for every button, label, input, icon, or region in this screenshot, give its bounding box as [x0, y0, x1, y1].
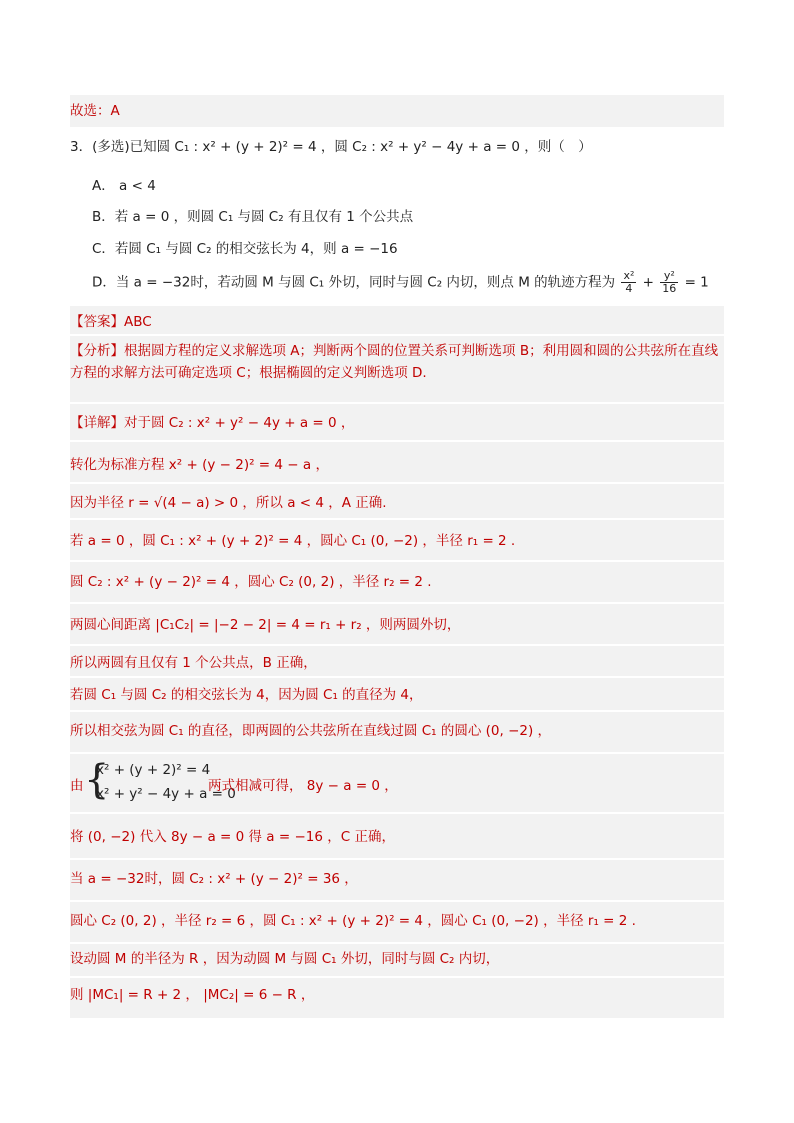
option-d-text: D．当 a = −32时，若动圆 M 与圆 C₁ 外切，同时与圆 C₂ 内切，则点 M 的轨迹方程为	[92, 274, 616, 291]
detail-line-1: 转化为标准方程 x² + (y − 2)² = 4 − a ，	[70, 457, 329, 473]
equals-one: = 1	[684, 274, 709, 291]
row-divider	[70, 942, 724, 944]
row-divider	[70, 440, 724, 442]
question-3: 3．(多选)已知圆 C₁ : x² + (y + 2)² = 4 ，圆 C₂ : x² + y² − 4y + a = 0 ，则（ ）	[70, 139, 592, 155]
plus-sign: +	[642, 274, 654, 291]
row-divider	[70, 560, 724, 562]
fraction-denominator: 4	[625, 282, 633, 295]
detail-text: 对于圆 C₂ : x² + y² − 4y + a = 0 ，	[124, 415, 355, 431]
answer-tag: 【答案】	[70, 314, 124, 330]
row-divider	[70, 602, 724, 604]
detail-tag: 【详解】	[70, 415, 124, 431]
detail-line	[70, 414, 724, 432]
row-divider	[70, 900, 724, 902]
detail-line-12: 设动圆 M 的半径为 R ，因为动圆 M 与圆 C₁ 外切，同时与圆 C₂ 内切，	[70, 951, 500, 967]
row-divider	[70, 812, 724, 814]
row-divider	[70, 518, 724, 520]
row-divider	[70, 858, 724, 860]
option-b: B．若 a = 0 ，则圆 C₁ 与圆 C₂ 有且仅有 1 个公共点	[92, 209, 414, 225]
row-divider	[70, 334, 724, 336]
answer-line	[70, 313, 724, 331]
fraction-numerator: y²	[660, 270, 678, 283]
analysis-text: 根据圆方程的定义求解选项 A；判断两个圆的位置关系可判断选项 B；利用圆和圆的公共弦所在直线方程的求解方法可确定选项 C；根据椭圆的定义判断选项 D.	[70, 343, 719, 381]
answer-value: ABC	[124, 314, 152, 330]
detail-line-9: 将 (0, −2) 代入 8y − a = 0 得 a = −16 ，C 正确，	[70, 829, 395, 845]
row-divider	[70, 402, 724, 404]
system-result: 两式相减可得， 8y − a = 0 ，	[208, 778, 398, 794]
system-equation-1: x² + (y + 2)² = 4	[96, 762, 211, 778]
equation-system	[70, 756, 724, 808]
brace-icon: {	[84, 757, 110, 803]
detail-line-8: 所以相交弦为圆 C₁ 的直径，即两圆的公共弦所在直线过圆 C₁ 的圆心 (0, −2) ，	[70, 723, 552, 739]
row-divider	[70, 482, 724, 484]
detail-line-10: 当 a = −32时，圆 C₂ : x² + (y − 2)² = 36 ，	[70, 871, 358, 887]
detail-line-3: 若 a = 0 ，圆 C₁ : x² + (y + 2)² = 4 ，圆心 C₁ (0, −2) ，半径 r₁ = 2 .	[70, 533, 516, 549]
system-equation-2: x² + y² − 4y + a = 0	[96, 786, 236, 802]
detail-line-7: 若圆 C₁ 与圆 C₂ 的相交弦长为 4，因为圆 C₁ 的直径为 4，	[70, 687, 423, 703]
fraction-y	[660, 270, 678, 295]
system-lead: 由	[70, 778, 84, 794]
detail-line-4: 圆 C₂ : x² + (y − 2)² = 4 ，圆心 C₂ (0, 2) ，半径 r₂ = 2 .	[70, 574, 432, 590]
option-a: A． a < 4	[92, 178, 156, 194]
detail-line-13: 则 |MC₁| = R + 2 ， |MC₂| = 6 − R ，	[70, 987, 315, 1003]
fraction-denominator: 16	[662, 282, 677, 295]
conclusion-line: 故选：A	[70, 103, 120, 119]
detail-line-5: 两圆心间距离 |C₁C₂| = |−2 − 2| = 4 = r₁ + r₂ ，则两圆外切，	[70, 617, 461, 633]
row-divider	[70, 976, 724, 978]
row-divider	[70, 676, 724, 678]
analysis-tag: 【分析】	[70, 343, 124, 359]
option-c: C．若圆 C₁ 与圆 C₂ 的相交弦长为 4，则 a = −16	[92, 241, 398, 257]
analysis-block	[70, 340, 724, 384]
detail-line-2: 因为半径 r = √(4 − a) > 0 ，所以 a < 4 ，A 正确.	[70, 495, 387, 511]
fraction-x	[621, 270, 636, 295]
row-divider	[70, 710, 724, 712]
option-d	[92, 270, 712, 295]
detail-line-6: 所以两圆有且仅有 1 个公共点，B 正确，	[70, 655, 317, 671]
row-divider	[70, 752, 724, 754]
fraction-numerator: x²	[623, 269, 635, 282]
detail-line-11: 圆心 C₂ (0, 2) ，半径 r₂ = 6 ，圆 C₁ : x² + (y + 2)² = 4 ，圆心 C₁ (0, −2) ，半径 r₁ = 2 .	[70, 913, 636, 929]
row-divider	[70, 644, 724, 646]
